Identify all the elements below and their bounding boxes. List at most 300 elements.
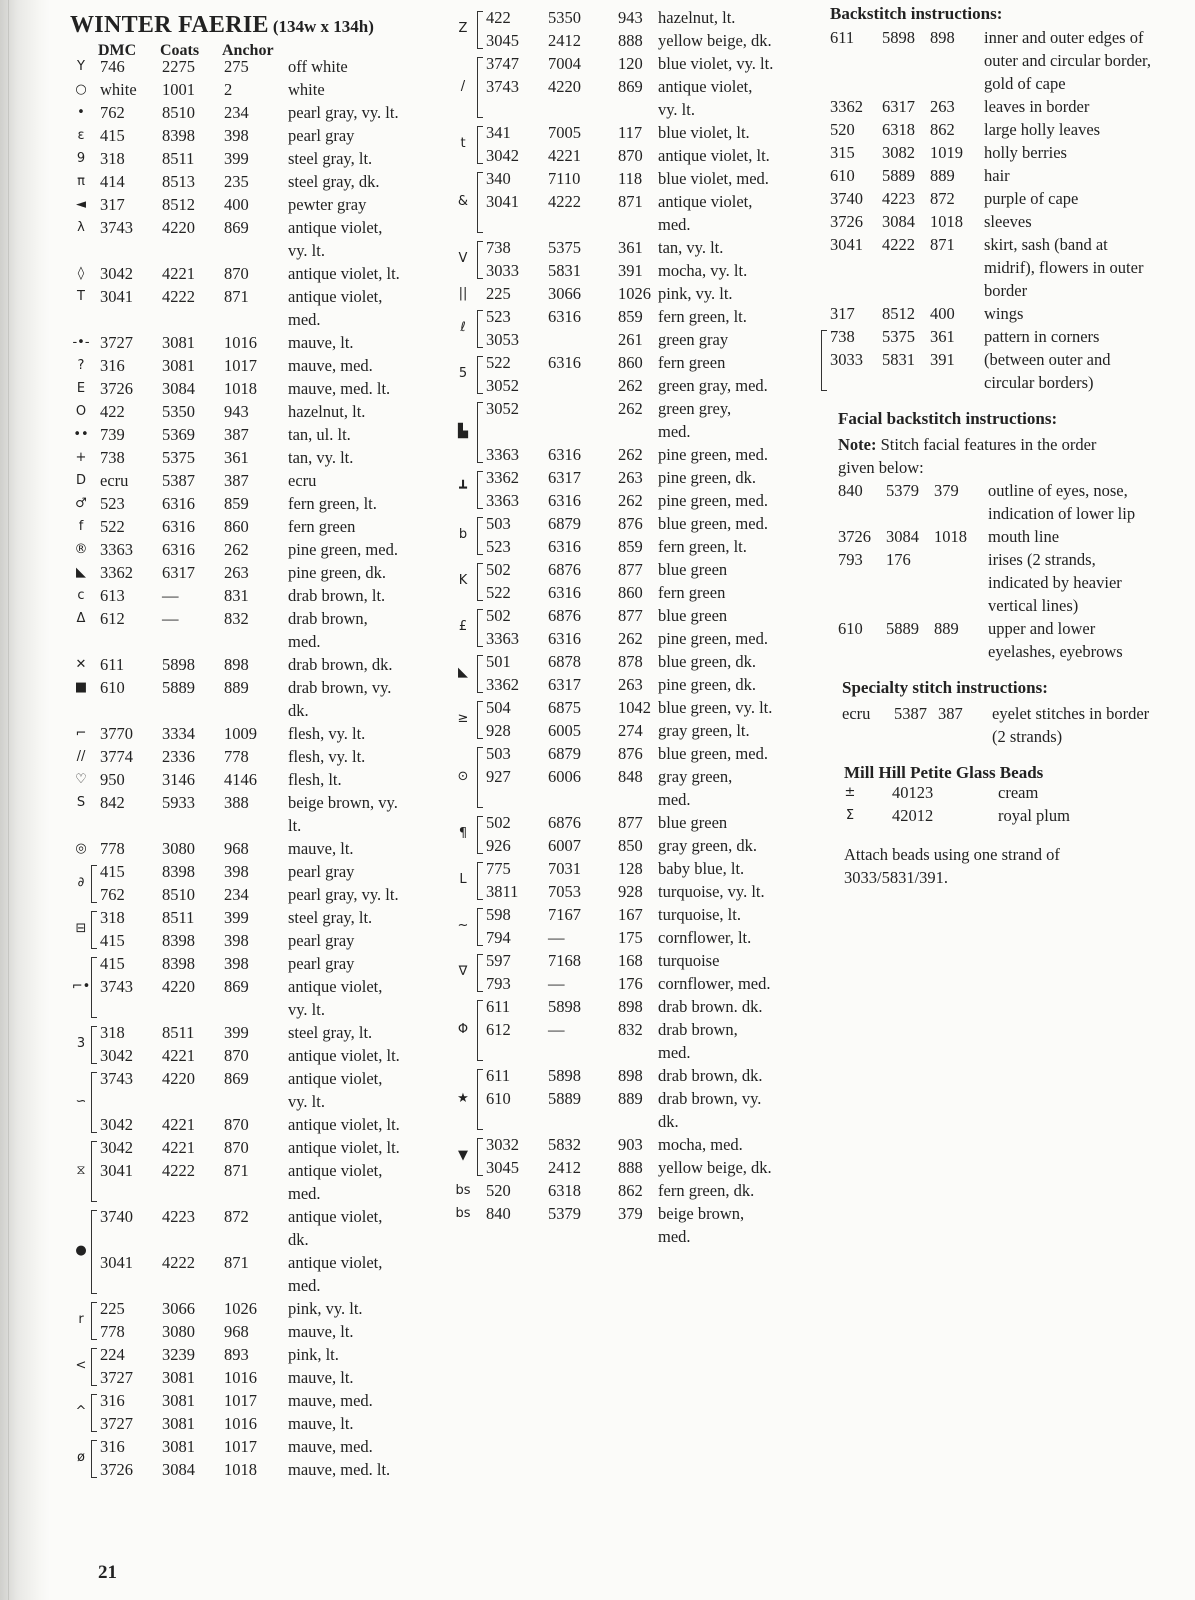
key-row (452, 6, 822, 29)
dmc-number: 502 (486, 813, 511, 832)
key-row (824, 118, 1195, 141)
anchor-number: 872 (224, 1207, 249, 1226)
key-row (824, 95, 1195, 118)
key-row (452, 1110, 822, 1133)
dmc-number: 3727 (100, 333, 133, 352)
anchor-number: 870 (224, 1046, 249, 1065)
anchor-number: 262 (618, 445, 643, 464)
beads-attach-note: Attach beads using one strand of (844, 845, 1060, 864)
coats-number: 7005 (548, 123, 581, 142)
coats-number: 8511 (162, 908, 195, 927)
anchor-number: 379 (618, 1204, 643, 1223)
anchor-number: 869 (618, 77, 643, 96)
color-name: lt. (288, 816, 302, 835)
color-name: fern green (658, 353, 726, 372)
coats-number: 5889 (162, 678, 195, 697)
anchor-number: 400 (224, 195, 249, 214)
dmc-number: 3042 (100, 1046, 133, 1065)
coats-number: 6876 (548, 606, 581, 625)
key-row (824, 348, 1195, 371)
bead-row (824, 781, 1195, 804)
dmc-number: 739 (100, 425, 125, 444)
coats-number: 3080 (162, 1322, 195, 1341)
color-name: green gray, med. (658, 376, 768, 395)
key-row (452, 995, 822, 1018)
dmc-number: ecru (842, 704, 871, 723)
key-row (70, 630, 450, 653)
color-name: med. (288, 1276, 321, 1295)
blend-symbol: ~ (457, 918, 469, 933)
dmc-number: 415 (100, 931, 125, 950)
bead-symbol: Σ (845, 808, 855, 823)
dmc-number: 3041 (100, 1161, 133, 1180)
coats-number: 4223 (162, 1207, 195, 1226)
key-row (824, 725, 1195, 748)
dmc-number: 315 (830, 143, 855, 162)
dmc-number: 3740 (100, 1207, 133, 1226)
key-symbol: ♂ (75, 496, 87, 511)
blend-bracket (477, 816, 483, 854)
color-name: mauve, lt. (288, 1368, 354, 1387)
color-name: outline of eyes, nose, (988, 481, 1128, 500)
blend-bracket (477, 126, 483, 164)
key-symbol: ◣ (76, 565, 86, 580)
dmc-number: 611 (830, 28, 855, 47)
blend-symbol: ^ (75, 1404, 87, 1419)
color-name: flesh, vy. lt. (288, 747, 366, 766)
anchor-number: 943 (618, 8, 643, 27)
anchor-number: 234 (224, 885, 249, 904)
anchor-number: 379 (934, 481, 959, 500)
coats-number: 8510 (162, 103, 195, 122)
coats-number: 3066 (548, 284, 581, 303)
color-name: pink, vy. lt. (288, 1299, 363, 1318)
dmc-number: 840 (486, 1204, 511, 1223)
anchor-number: 869 (224, 977, 249, 996)
anchor-number: 860 (224, 517, 249, 536)
key-row (70, 791, 450, 814)
key-row (452, 1179, 822, 1202)
key-row (452, 75, 822, 98)
key-row (70, 1136, 450, 1159)
dmc-number: 523 (486, 537, 511, 556)
coats-number: 3081 (162, 1437, 195, 1456)
color-name: tan, ul. lt. (288, 425, 351, 444)
color-name: blue violet, vy. lt. (658, 54, 774, 73)
key-row (70, 653, 450, 676)
blend-symbol: ⌐• (71, 978, 91, 994)
coats-number: 4222 (162, 287, 195, 306)
anchor-number: 398 (224, 931, 249, 950)
dmc-number: 3045 (486, 1158, 519, 1177)
color-name: skirt, sash (band at (984, 235, 1108, 254)
anchor-number: 387 (224, 471, 249, 490)
coats-number: 5375 (882, 327, 915, 346)
dmc-number: 793 (838, 550, 863, 569)
key-row (70, 1389, 450, 1412)
key-row (70, 285, 450, 308)
key-symbol: ◊ (77, 266, 85, 281)
blend-symbol: ¶ (458, 826, 468, 841)
anchor-number: 1042 (618, 698, 651, 717)
dmc-number: 504 (486, 698, 511, 717)
anchor-number: 1017 (224, 1437, 257, 1456)
anchor-number: 870 (224, 264, 249, 283)
anchor-number: 877 (618, 606, 643, 625)
anchor-number: 1017 (224, 356, 257, 375)
key-row (70, 400, 450, 423)
blend-symbol: £ (458, 619, 468, 634)
key-row (452, 834, 822, 857)
color-name: cornflower, lt. (658, 928, 752, 947)
key-row (452, 581, 822, 604)
anchor-number: 871 (618, 192, 643, 211)
page-number: 21 (98, 1562, 117, 1583)
color-name: large holly leaves (984, 120, 1101, 139)
dmc-number: 502 (486, 606, 511, 625)
dmc-number: 318 (100, 1023, 125, 1042)
dmc-number: 503 (486, 744, 511, 763)
anchor-number: 889 (930, 166, 955, 185)
anchor-number: 778 (224, 747, 249, 766)
color-name: blue green (658, 560, 728, 579)
key-row (452, 535, 822, 558)
anchor-number: 862 (618, 1181, 643, 1200)
dmc-number: 225 (486, 284, 511, 303)
key-row (70, 239, 450, 262)
anchor-number: 1018 (930, 212, 963, 231)
key-row (452, 1064, 822, 1087)
key-row (70, 814, 450, 837)
color-name: antique violet, (288, 977, 383, 996)
dmc-number: 611 (486, 997, 511, 1016)
anchor-number: 872 (930, 189, 955, 208)
bead-row (824, 804, 1195, 827)
dmc-number: 3726 (830, 212, 863, 231)
anchor-number: 1017 (224, 1391, 257, 1410)
dmc-number: 3362 (100, 563, 133, 582)
coats-number: 6316 (162, 517, 195, 536)
dmc-number: 928 (486, 721, 511, 740)
color-name: fern green, dk. (658, 1181, 755, 1200)
coats-number: 5375 (548, 238, 581, 257)
color-name: antique violet, lt. (288, 1115, 400, 1134)
anchor-number: 262 (618, 399, 643, 418)
dmc-number: 598 (486, 905, 511, 924)
anchor-number: 832 (224, 609, 249, 628)
coats-number: 5898 (882, 28, 915, 47)
color-name: pine green, dk. (658, 468, 757, 487)
color-name: vy. lt. (288, 1092, 325, 1111)
anchor-number: 391 (618, 261, 643, 280)
key-row (70, 1274, 450, 1297)
key-symbol: •• (73, 427, 89, 442)
blend-symbol: ★ (457, 1090, 469, 1106)
dmc-number: 3362 (830, 97, 863, 116)
color-name: antique violet, (288, 1161, 383, 1180)
color-name: antique violet, lt. (288, 1046, 400, 1065)
key-row (824, 548, 1195, 571)
coats-number: 7167 (548, 905, 581, 924)
color-name: blue violet, med. (658, 169, 769, 188)
coats-number: 3081 (162, 1368, 195, 1387)
color-name: border (984, 281, 1028, 300)
key-symbol: // (76, 749, 86, 764)
anchor-number: 831 (224, 586, 249, 605)
coats-number: — (162, 586, 179, 605)
color-name: gray green, lt. (658, 721, 750, 740)
anchor-number: 399 (224, 1023, 249, 1042)
coats-number: 6316 (548, 307, 581, 326)
blend-symbol: ▙ (458, 423, 468, 439)
key-row (70, 768, 450, 791)
key-row (70, 1228, 450, 1251)
note-label: Note: (838, 435, 877, 454)
anchor-number: 869 (224, 218, 249, 237)
key-row (70, 1320, 450, 1343)
key-row (452, 788, 822, 811)
coats-number: 6316 (162, 540, 195, 559)
coats-number: 6876 (548, 813, 581, 832)
dmc-number: 3042 (100, 1115, 133, 1134)
key-row (452, 1156, 822, 1179)
color-name: mauve, lt. (288, 333, 354, 352)
anchor-number: 1019 (930, 143, 963, 162)
color-name: mauve, lt. (288, 1322, 354, 1341)
blend-symbol: ⊟ (75, 921, 87, 936)
key-row (824, 72, 1195, 95)
blend-symbol: ┻ (459, 481, 467, 496)
key-row (70, 101, 450, 124)
color-name: yellow beige, dk. (658, 31, 772, 50)
specialty-title: Specialty stitch instructions: (842, 678, 1048, 697)
color-name: upper and lower (988, 619, 1096, 638)
dmc-number: 612 (486, 1020, 511, 1039)
dmc-number: 612 (100, 609, 125, 628)
color-name: steel gray, lt. (288, 908, 373, 927)
beads-title: Mill Hill Petite Glass Beads (844, 763, 1044, 782)
anchor-number: 263 (618, 675, 643, 694)
coats-number: 6316 (548, 491, 581, 510)
color-name: dk. (288, 1230, 309, 1249)
key-symbol: bs (455, 1206, 471, 1221)
color-name: tan, vy. lt. (658, 238, 724, 257)
coats-number: 6316 (548, 583, 581, 602)
blend-bracket (821, 330, 827, 391)
anchor-number: 262 (618, 629, 643, 648)
key-row (70, 1251, 450, 1274)
anchor-number: 275 (224, 57, 249, 76)
anchor-number: 889 (224, 678, 249, 697)
dmc-number: 927 (486, 767, 511, 786)
coats-number: 6318 (882, 120, 915, 139)
color-name: antique violet, (658, 192, 753, 211)
coats-number: 7053 (548, 882, 581, 901)
dmc-number: 3727 (100, 1414, 133, 1433)
dmc-number: 503 (486, 514, 511, 533)
key-row (70, 722, 450, 745)
color-name: (2 strands) (992, 727, 1063, 746)
coats-number: 3146 (162, 770, 195, 789)
coats-number: 7168 (548, 951, 581, 970)
anchor-number: 870 (618, 146, 643, 165)
coats-number: 8398 (162, 862, 195, 881)
key-row (452, 1087, 822, 1110)
color-name: antique violet, (658, 77, 753, 96)
key-row (452, 627, 822, 650)
blend-symbol: 3 (76, 1036, 86, 1051)
dmc-number: 502 (486, 560, 511, 579)
dmc-number: 522 (486, 353, 511, 372)
blend-symbol: r (78, 1312, 84, 1327)
coats-number: 4222 (882, 235, 915, 254)
dmc-number: 793 (486, 974, 511, 993)
anchor-number: 4146 (224, 770, 257, 789)
bead-code: 40123 (892, 783, 934, 802)
key-row (824, 702, 1195, 725)
anchor-number: 860 (618, 353, 643, 372)
key-row (70, 515, 450, 538)
anchor-number: 871 (224, 1161, 249, 1180)
color-name: purple of cape (984, 189, 1079, 208)
color-name: tan, vy. lt. (288, 448, 354, 467)
key-row (824, 49, 1195, 72)
blend-symbol: < (75, 1358, 87, 1373)
anchor-number: 399 (224, 908, 249, 927)
coats-number: 5889 (882, 166, 915, 185)
color-name: fern green, lt. (658, 307, 747, 326)
key-row (70, 423, 450, 446)
anchor-number: 391 (930, 350, 955, 369)
key-row (824, 594, 1195, 617)
facial-title: Facial backstitch instructions: (838, 409, 1058, 428)
coats-number: 6317 (548, 675, 581, 694)
key-row (452, 121, 822, 144)
anchor-number: 262 (618, 491, 643, 510)
anchor-number: 399 (224, 149, 249, 168)
color-name: mocha, med. (658, 1135, 743, 1154)
key-row (452, 29, 822, 52)
anchor-number: 859 (618, 537, 643, 556)
page-title (70, 12, 374, 39)
blend-symbol: L (459, 872, 467, 887)
color-name: pine green, med. (658, 629, 768, 648)
color-name: beige brown, (658, 1204, 745, 1223)
coats-number: 3082 (882, 143, 915, 162)
color-name: flesh, lt. (288, 770, 342, 789)
dmc-number: 613 (100, 586, 125, 605)
color-name: pearl gray (288, 126, 355, 145)
color-name: med. (288, 632, 321, 651)
color-name: antique violet, (288, 218, 383, 237)
color-name: vy. lt. (658, 100, 695, 119)
anchor-number: 1016 (224, 1368, 257, 1387)
key-symbol: c (77, 588, 85, 603)
color-name: pearl gray, vy. lt. (288, 885, 399, 904)
blend-bracket (477, 655, 483, 693)
color-name: midrif), flowers in outer (984, 258, 1144, 277)
color-name: holly berries (984, 143, 1067, 162)
dmc-number: 738 (830, 327, 855, 346)
dmc-number: 520 (830, 120, 855, 139)
color-name: dk. (288, 701, 309, 720)
anchor-number: 877 (618, 813, 643, 832)
backstitch-title: Backstitch instructions: (830, 4, 1003, 23)
key-row (70, 745, 450, 768)
key-row (70, 377, 450, 400)
anchor-number: 168 (618, 951, 643, 970)
key-row (70, 1366, 450, 1389)
key-symbol: O (75, 404, 87, 419)
color-name: antique violet, lt. (288, 264, 400, 283)
coats-number: 4220 (162, 1069, 195, 1088)
color-name: antique violet, (288, 1069, 383, 1088)
key-row (452, 650, 822, 673)
coats-number: — (548, 928, 565, 947)
color-name: mocha, vy. lt. (658, 261, 748, 280)
blend-symbol: ▼ (458, 1148, 468, 1163)
blend-symbol: & (457, 193, 469, 209)
key-row (452, 857, 822, 880)
color-name: hazelnut, lt. (658, 8, 736, 27)
color-name: inner and outer edges of (984, 28, 1144, 47)
coats-number: 6879 (548, 744, 581, 763)
key-row (70, 78, 450, 101)
anchor-number: 878 (618, 652, 643, 671)
blend-bracket (477, 1069, 483, 1130)
coats-number: 6878 (548, 652, 581, 671)
anchor-number: 850 (618, 836, 643, 855)
key-symbol: ε (77, 128, 85, 143)
dmc-number: 762 (100, 885, 125, 904)
coats-number: 3081 (162, 356, 195, 375)
anchor-number: 889 (934, 619, 959, 638)
facial-note (838, 433, 1096, 456)
dmc-number: 611 (100, 655, 125, 674)
dmc-number: 316 (100, 1391, 125, 1410)
anchor-number: 848 (618, 767, 643, 786)
color-name: outer and circular border, (984, 51, 1152, 70)
dmc-number: 3770 (100, 724, 133, 743)
blend-bracket (477, 517, 483, 555)
key-row (452, 765, 822, 788)
color-name: eyelet stitches in border (992, 704, 1150, 723)
color-name: blue green (658, 606, 728, 625)
key-row (70, 906, 450, 929)
dmc-number: 3747 (486, 54, 519, 73)
color-name: pearl gray (288, 862, 355, 881)
color-name: blue green, vy. lt. (658, 698, 773, 717)
key-symbol: || (458, 286, 468, 301)
blend-symbol: ℓ (460, 320, 466, 335)
coats-number: 6316 (548, 537, 581, 556)
coats-number: 4221 (162, 1138, 195, 1157)
key-row (452, 719, 822, 742)
blend-symbol: 5 (458, 366, 468, 381)
coats-number: 2336 (162, 747, 195, 766)
coats-number: 8512 (162, 195, 195, 214)
color-name: flesh, vy. lt. (288, 724, 366, 743)
dmc-number: 3740 (830, 189, 863, 208)
key-row (824, 141, 1195, 164)
coats-number: 3239 (162, 1345, 195, 1364)
title-dimensions: (134w x 134h) (272, 17, 374, 36)
color-name: gold of cape (984, 74, 1066, 93)
color-name: hazelnut, lt. (288, 402, 366, 421)
blend-symbol: ∇ (458, 964, 468, 979)
dmc-number: 3363 (486, 629, 519, 648)
key-row (824, 325, 1195, 348)
